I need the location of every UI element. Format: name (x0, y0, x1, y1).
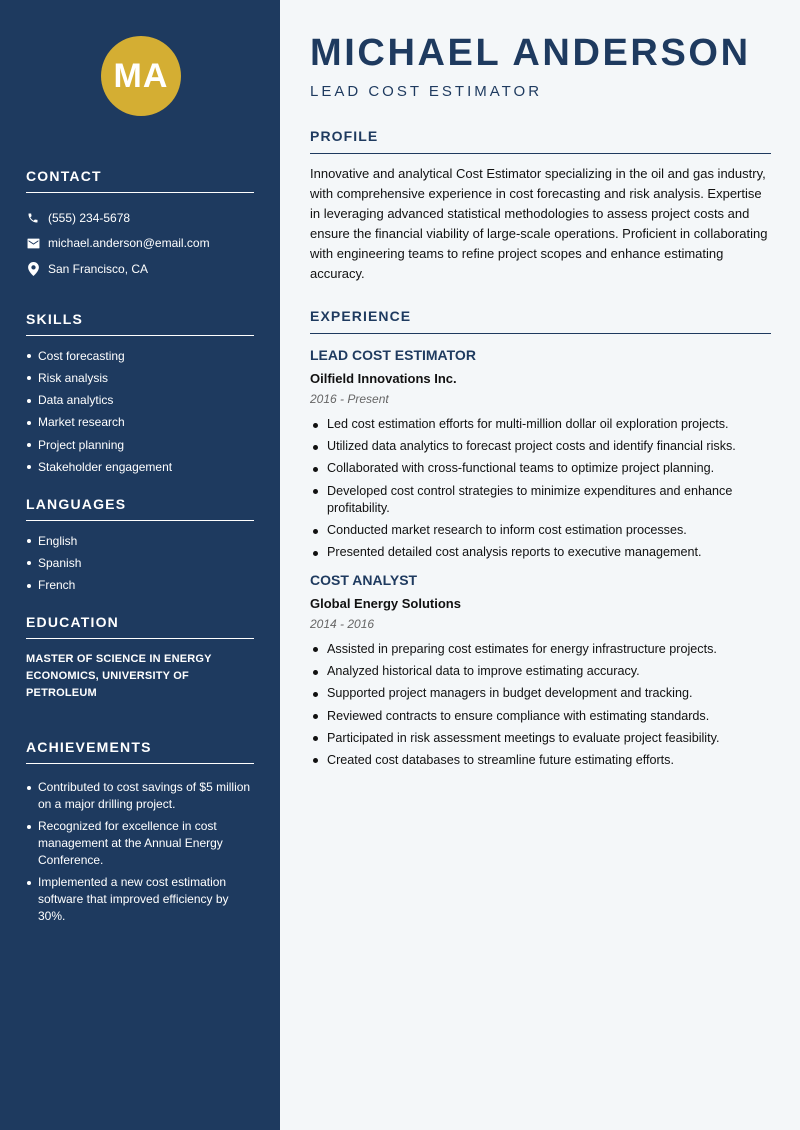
experience-heading: EXPERIENCE (310, 308, 771, 334)
achievements-heading: ACHIEVEMENTS (26, 739, 254, 764)
job-bullet: Reviewed contracts to ensure compliance with estimating standards. (310, 708, 771, 726)
contact-phone-text: (555) 234-5678 (48, 210, 131, 225)
languages-section (26, 496, 254, 594)
achievement-item: Implemented a new cost estimation software that improved efficiency by 30%. (26, 874, 254, 925)
experience-section (310, 308, 771, 769)
skills-section (26, 311, 254, 476)
language-item: French (26, 577, 254, 594)
language-item: Spanish (26, 555, 254, 572)
job-bullet: Led cost estimation efforts for multi-million dollar oil exploration projects. (310, 416, 771, 434)
languages-heading: LANGUAGES (26, 496, 254, 521)
skill-item: Market research (26, 414, 254, 431)
main-content (280, 0, 800, 1130)
job-entry (310, 347, 771, 562)
job-bullet: Utilized data analytics to forecast project costs and identify financial risks. (310, 438, 771, 456)
job-bullets (310, 416, 771, 562)
job-bullet: Analyzed historical data to improve estimating accuracy. (310, 663, 771, 681)
languages-list (26, 533, 254, 594)
contact-section (26, 168, 254, 282)
job-title: COST ANALYST (310, 571, 418, 588)
education-section (26, 614, 254, 702)
contact-location (26, 256, 254, 282)
avatar: MA (101, 36, 181, 116)
job-entry (310, 572, 771, 769)
profile-section (310, 128, 771, 284)
contact-heading: CONTACT (26, 168, 254, 193)
job-company: Oilfield Innovations Inc. (310, 371, 457, 386)
contact-email (26, 231, 254, 257)
skills-list (26, 348, 254, 476)
education-degree: MASTER OF SCIENCE IN ENERGY ECONOMICS, UNIVERSITY OF PETROLEUM (26, 653, 212, 700)
job-bullet: Presented detailed cost analysis reports to executive management. (310, 544, 771, 562)
contact-phone (26, 205, 254, 231)
language-item: English (26, 533, 254, 550)
profile-text: Innovative and analytical Cost Estimator specializing in the oil and gas industry, with comprehensive experience in cost forecasting and risk analysis. Expertise in leveraging advanced statistical methodologies to assess project costs and ensure the financial viability of large-scale operations. Proficient in collaborating with engineering teams to refine project scopes and enhance estimating accuracy. (310, 166, 768, 281)
candidate-role: LEAD COST ESTIMATOR (310, 83, 543, 100)
job-dates: 2014 - 2016 (310, 616, 375, 631)
job-bullet: Collaborated with cross-functional teams to optimize project planning. (310, 460, 771, 478)
job-bullet: Created cost databases to streamline future estimating efforts. (310, 752, 771, 770)
contact-location-text: San Francisco, CA (48, 261, 149, 276)
achievements-list (26, 779, 254, 925)
skill-item: Data analytics (26, 392, 254, 409)
sidebar (0, 0, 280, 1130)
skill-item: Project planning (26, 437, 254, 454)
skill-item: Cost forecasting (26, 348, 254, 365)
skill-item: Stakeholder engagement (26, 459, 254, 476)
candidate-name: MICHAEL ANDERSON (310, 32, 751, 74)
job-dates: 2016 - Present (310, 392, 389, 406)
mail-icon (26, 236, 40, 250)
job-bullet: Developed cost control strategies to minimize expenditures and enhance profitability. (310, 483, 771, 518)
achievements-section (26, 739, 254, 925)
phone-icon (26, 211, 40, 225)
location-pin-icon (26, 262, 40, 276)
skill-item: Risk analysis (26, 370, 254, 387)
job-bullet: Participated in risk assessment meetings to evaluate project feasibility. (310, 730, 771, 748)
achievement-item: Contributed to cost savings of $5 million on a major drilling project. (26, 779, 254, 813)
job-bullet: Assisted in preparing cost estimates for energy infrastructure projects. (310, 641, 771, 659)
job-bullets (310, 641, 771, 769)
contact-email-text: michael.anderson@email.com (48, 236, 210, 251)
job-bullet: Conducted market research to inform cost estimation processes. (310, 522, 771, 540)
job-company: Global Energy Solutions (310, 595, 461, 611)
skills-heading: SKILLS (26, 311, 254, 336)
job-title: LEAD COST ESTIMATOR (310, 347, 476, 363)
profile-heading: PROFILE (310, 128, 771, 154)
achievement-item: Recognized for excellence in cost management at the Annual Energy Conference. (26, 818, 254, 869)
job-bullet: Supported project managers in budget development and tracking. (310, 685, 771, 703)
education-heading: EDUCATION (26, 614, 254, 639)
